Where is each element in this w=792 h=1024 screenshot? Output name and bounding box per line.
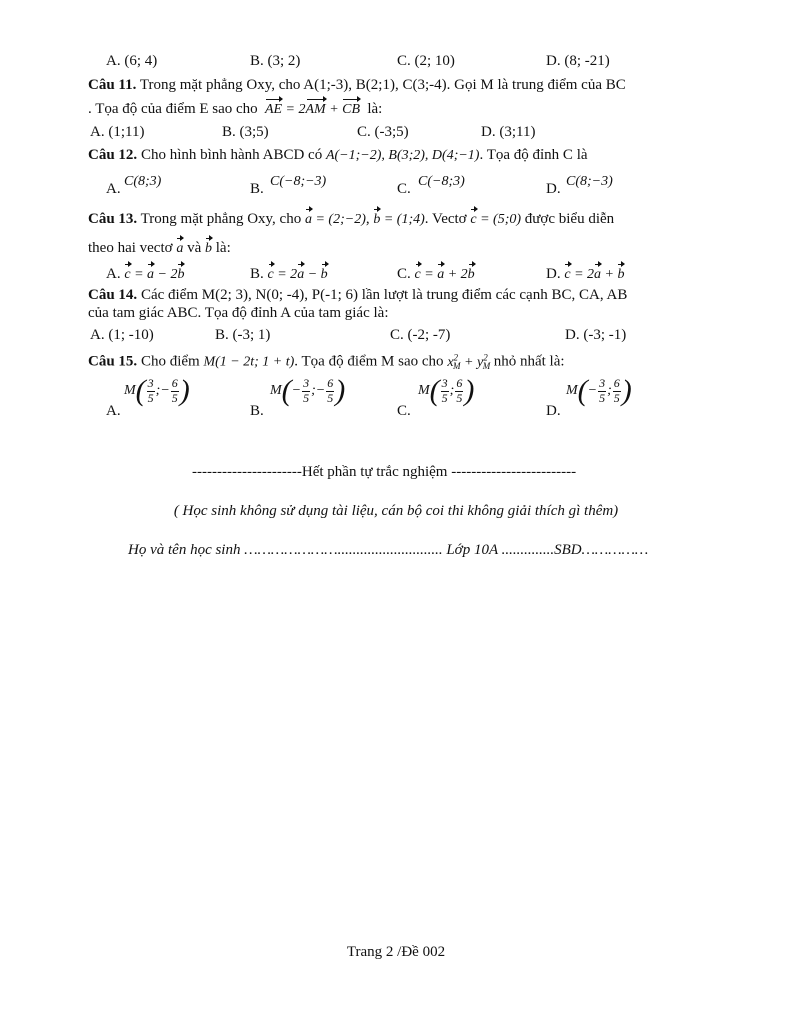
q14-option-a: A. (1; -10) bbox=[90, 327, 154, 343]
q10-option-b: B. (3; 2) bbox=[250, 53, 301, 69]
q15-option-c-letter: C. bbox=[397, 403, 411, 419]
question-11-label: Câu 11. bbox=[88, 77, 137, 93]
question-15-point: M(1 − 2t; 1 + t) bbox=[203, 354, 295, 370]
question-15-expression: $x^2_M + y^2_M$ bbox=[447, 352, 491, 372]
q15-option-d: M(− $\frac{3}{5}$ ; $\frac{6}{5}$ ) bbox=[566, 374, 632, 407]
student-info-line: Họ và tên học sinh …………………............................ Lớp 10A ..............SBD…………… bbox=[128, 542, 649, 558]
question-13: Câu 13. Trong mặt phẳng Oxy, cho a = (2;−2), b = (1;4). Vectơ c = (5;0) được biểu diễn bbox=[88, 211, 615, 227]
question-15: Câu 15. Cho điểm M(1 − 2t; 1 + t). Tọa độ điểm M sao cho $x^2_M + y^2_M$ nhỏ nhất là: bbox=[88, 352, 565, 372]
question-13-label: Câu 13. bbox=[88, 211, 138, 227]
question-11 bbox=[88, 76, 728, 95]
q10-option-c: C. (2; 10) bbox=[397, 53, 455, 69]
q15-option-a: M( $\frac{3}{5}$ ;− $\frac{6}{5}$ ) bbox=[124, 374, 190, 407]
q12-option-a-letter: A. bbox=[106, 181, 121, 197]
question-13-line2: theo hai vectơ a và b là: bbox=[88, 240, 231, 256]
question-15-label: Câu 15. bbox=[88, 353, 138, 370]
instruction-note: ( Học sinh không sử dụng tài liệu, cán bộ coi thi không giải thích gì thêm) bbox=[173, 503, 619, 519]
q15-option-b-letter: B. bbox=[250, 403, 264, 419]
q14-option-d: D. (-3; -1) bbox=[565, 327, 627, 343]
question-12: Câu 12. Cho hình bình hành ABCD có A(−1;−2), B(3;2), D(4;−1). Tọa độ đỉnh C là bbox=[88, 147, 588, 163]
q10-option-a: A. (6; 4) bbox=[106, 53, 158, 69]
q12-option-a: C(8;3) bbox=[124, 174, 162, 189]
q11-option-b: B. (3;5) bbox=[222, 124, 269, 140]
q15-option-b: M(− $\frac{3}{5}$ ;− $\frac{6}{5}$ ) bbox=[270, 374, 346, 407]
q11-option-a: A. (1;11) bbox=[90, 124, 145, 140]
q12-option-d: C(8;−3) bbox=[566, 174, 613, 189]
question-14-line2: của tam giác ABC. Tọa độ đỉnh A của tam giác là: bbox=[88, 305, 389, 321]
question-11-text: Trong mặt phẳng Oxy, cho A(1;-3), B(2;1), C(3;-4). Gọi M là trung điểm của BC bbox=[136, 77, 626, 93]
end-of-section-line: ----------------------Hết phần tự trắc nghiệm ------------------------- bbox=[192, 464, 577, 480]
q12-option-d-letter: D. bbox=[546, 181, 561, 197]
q15-option-c: M( $\frac{3}{5}$ ; $\frac{6}{5}$ ) bbox=[418, 374, 475, 407]
q11-option-c: C. (-3;5) bbox=[357, 124, 409, 140]
q14-option-b: B. (-3; 1) bbox=[215, 327, 271, 343]
q15-option-a-letter: A. bbox=[106, 403, 121, 419]
question-12-label: Câu 12. bbox=[88, 147, 138, 163]
question-12-points: A(−1;−2), B(3;2), D(4;−1) bbox=[325, 148, 480, 163]
q13-option-b: B. c = 2a − b bbox=[250, 266, 328, 282]
q12-option-c: C(−8;3) bbox=[418, 174, 465, 189]
question-14-label: Câu 14. bbox=[88, 287, 138, 303]
q13-option-a: A. c = a − 2b bbox=[106, 266, 185, 282]
question-14: Câu 14. Các điểm M(2; 3), N(0; -4), P(-1; 6) lần lượt là trung điểm các cạnh BC, CA, AB bbox=[88, 287, 628, 303]
q12-option-b: C(−8;−3) bbox=[270, 174, 327, 189]
q11-option-d: D. (3;11) bbox=[481, 124, 536, 140]
q13-option-c: C. c = a + 2b bbox=[397, 266, 475, 282]
vector-equation-ae: AE = 2AM + CB bbox=[264, 102, 361, 117]
q10-option-d: D. (8; -21) bbox=[546, 53, 610, 69]
q13-option-d: D. c = 2a + b bbox=[546, 266, 625, 282]
question-11-line2: . Tọa độ của điểm E sao cho AE = 2AM + CB là: bbox=[88, 101, 383, 117]
q12-option-c-letter: C. bbox=[397, 181, 411, 197]
q14-option-c: C. (-2; -7) bbox=[390, 327, 451, 343]
q12-option-b-letter: B. bbox=[250, 181, 264, 197]
page-footer: Trang 2 /Đề 002 bbox=[346, 944, 446, 960]
q15-option-d-letter: D. bbox=[546, 403, 561, 419]
